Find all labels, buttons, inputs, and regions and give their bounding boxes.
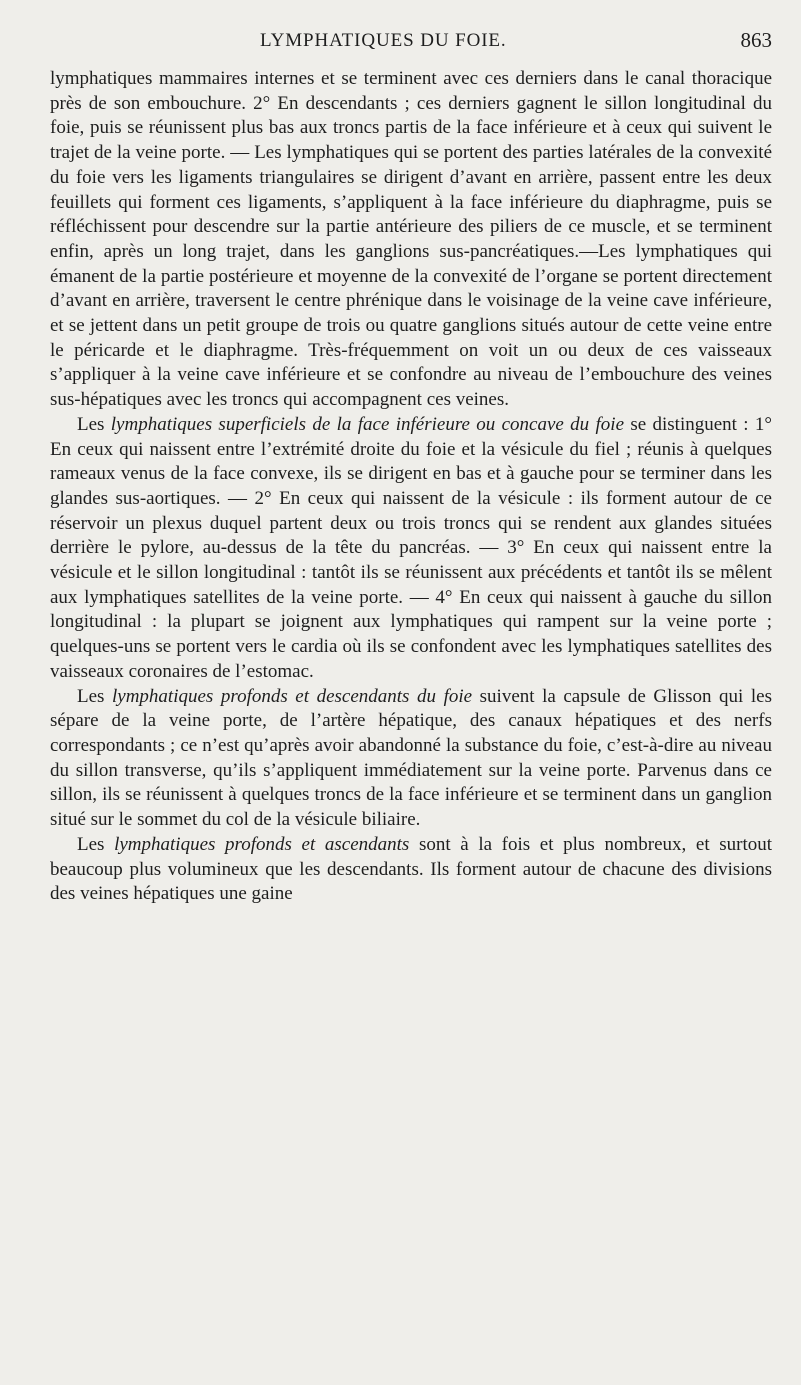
paragraph-1 xyxy=(50,67,772,413)
paragraph-4-italic: lymphatiques profonds et ascendants xyxy=(114,833,410,855)
paragraph-4-lead: Les xyxy=(77,833,115,855)
paragraph-2-italic: lymphatiques superficiels de la face inférieure ou concave du foie xyxy=(110,413,625,435)
paragraph-4 xyxy=(50,833,772,907)
page-number: 863 xyxy=(740,28,772,52)
paragraph-1-text: lymphatiques mammaires internes et se terminent avec ces derniers dans le canal thoracique près de son embouchure. 2° En descendants ; ces derniers gagnent le sillon longitudinal du foie, puis se réunissent plus bas aux troncs partis de la face inférieure et à ceux qui suivent le trajet de la veine porte. — Les lymphatiques qui se portent des parties latérales de la convexité du foie vers les ligaments triangulaires se dirigent d’avant en arrière, passent entre les deux feuillets qui forment ces ligaments, s’appliquent à la face inférieure du diaphragme, puis se réfléchissent pour descendre sur la partie antérieure des piliers de ce muscle, et se terminent enfin, après un long trajet, dans les ganglions sus-pancréatiques.—Les lymphatiques qui émanent de la partie postérieure et moyenne de la convexité de l’organe se portent directement d’avant en arrière, traversent le centre phrénique dans le voisinage de la veine cave inférieure, et se jettent dans un petit groupe de trois ou quatre ganglions situés autour de cette veine entre le péricarde et le diaphragme. Très-fréquemment on voit un ou deux de ces vaisseaux s’appliquer à la veine cave inférieure et se confondre au niveau de l’embouchure des veines sus-hépatiques avec les troncs qui accompagnent ces veines. xyxy=(50,68,772,411)
paragraph-3-italic: lymphatiques profonds et descendants du foie xyxy=(112,685,473,707)
paragraph-3-text: suivent la capsule de Glisson qui les sépare de la veine porte, de l’artère hépatique, des canaux hépatiques et des nerfs correspondants ; ce n’est qu’après avoir abandonné la substance du foie, c’est-à-dire au niveau du sillon transverse, qu’ils s’appliquent immédiatement sur la veine porte. Parvenus dans ce sillon, ils se réunissent à quelques troncs de la face inférieure et se terminent dans un ganglion situé sur le sommet du col de la vésicule biliaire. xyxy=(50,685,772,831)
running-title: LYMPHATIQUES DU FOIE. xyxy=(260,30,507,51)
paragraph-4-text: sont à la fois et plus nombreux, et surtout beaucoup plus volumineux que les descendants. Ils forment autour de chacune des divisions des veines hépatiques une gaine xyxy=(50,833,773,905)
paragraph-3-lead: Les xyxy=(77,685,112,707)
paragraph-2-text: se distinguent : 1° En ceux qui naissent entre l’extrémité droite du foie et la vésicule du fiel ; réunis à quelques rameaux venus de la face convexe, ils se dirigent en bas et à gauche pour se terminer dans les glandes sus-aortiques. — 2° En ceux qui naissent de la vésicule : ils forment autour de ce réservoir un plexus duquel partent deux ou trois troncs qui se rendent aux glandes situées derrière le pylore, au-dessus de la tête du pancréas. — 3° En ceux qui naissent entre la vésicule et le sillon longitudinal : tantôt ils se réunissent aux précédents et tantôt ils se mêlent aux lymphatiques satellites de la veine porte. — 4° En ceux qui naissent à gauche du sillon longitudinal : la plupart se joignent aux lymphatiques qui rampent sur la veine porte ; quelques-uns se portent vers le cardia où ils se confondent avec les lymphatiques satellites des vaisseaux coronaires de l’estomac. xyxy=(50,413,773,682)
paragraph-2 xyxy=(50,413,772,685)
running-head xyxy=(0,30,801,54)
paragraph-2-lead: Les xyxy=(77,413,111,435)
paragraph-3 xyxy=(50,685,772,833)
body-text xyxy=(50,67,772,907)
